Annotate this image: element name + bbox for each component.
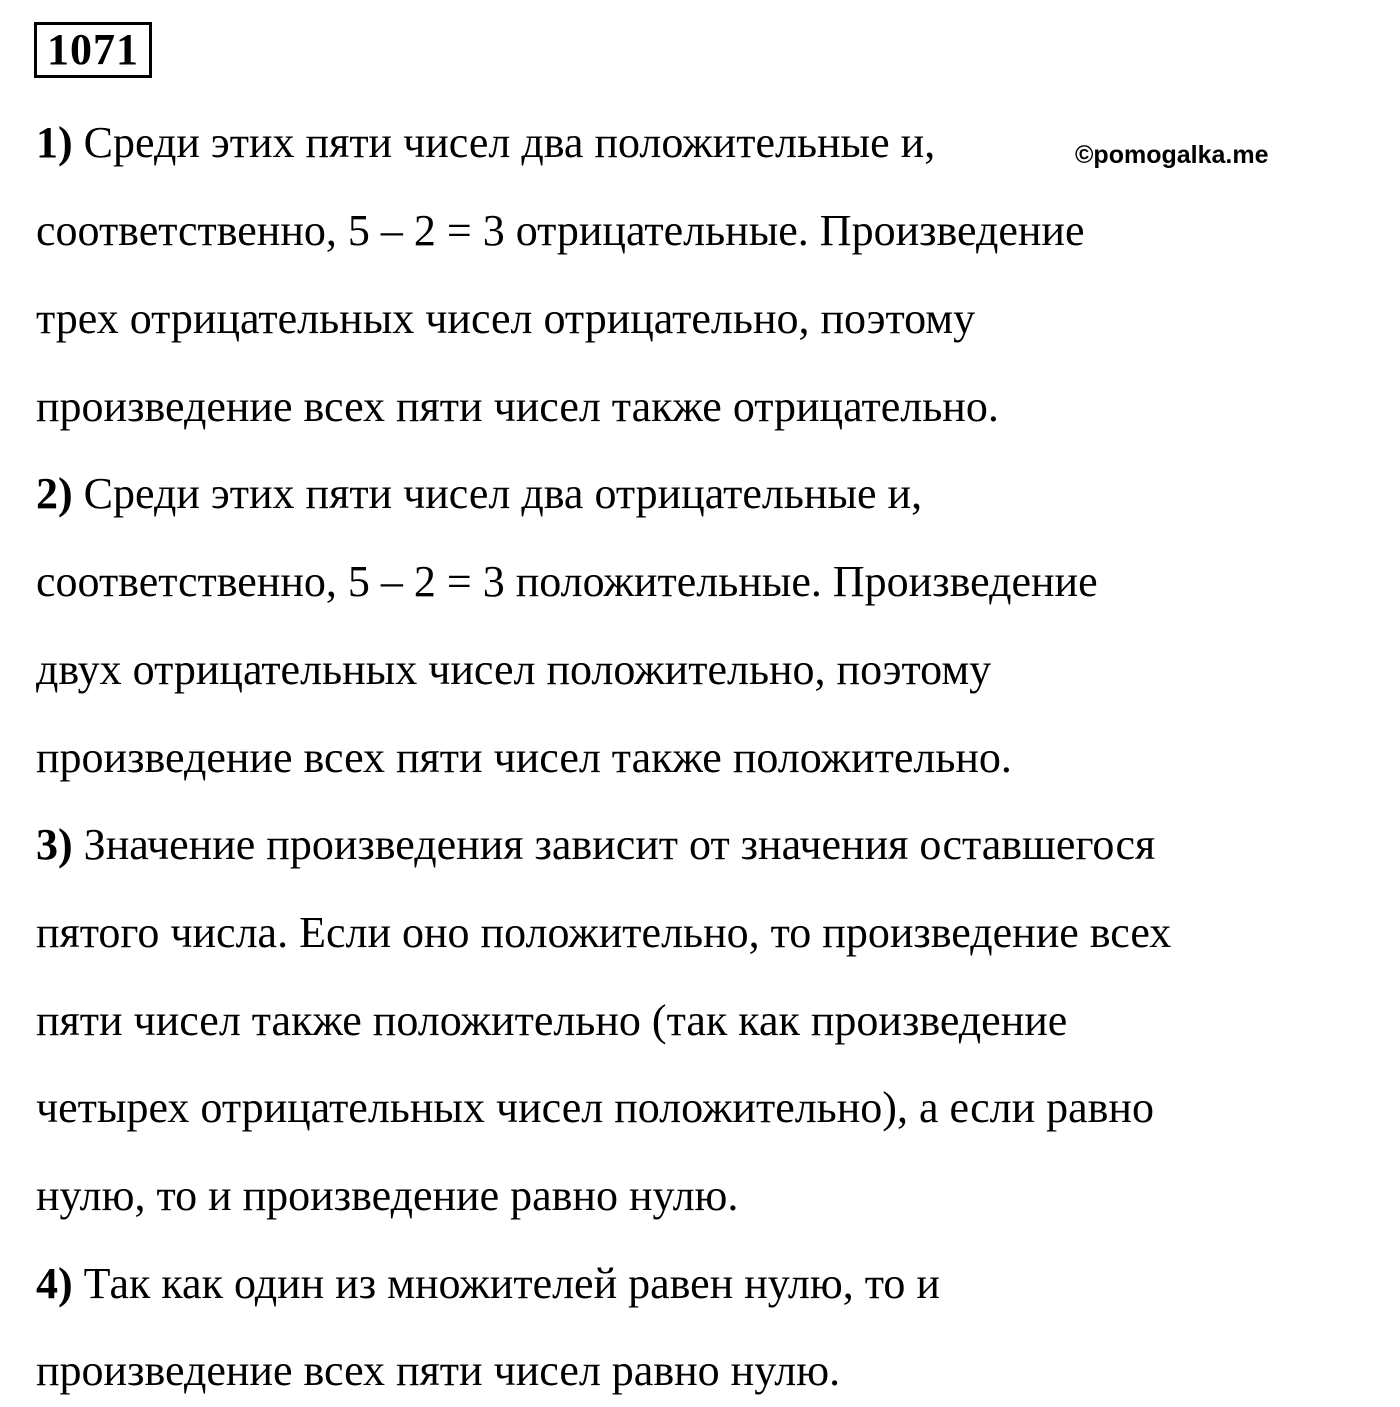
item-1-text-1: Среди этих пяти чисел два положительные и, bbox=[83, 118, 936, 167]
item-2-number: 2) bbox=[36, 469, 73, 518]
item-3-line-3: пяти чисел также положительно (так как произведение bbox=[36, 996, 1068, 1045]
item-4-line-1 bbox=[36, 1259, 940, 1309]
item-2-line-2: соответственно, 5 – 2 = 3 положительные. Произведение bbox=[36, 557, 1098, 606]
item-3-line-2: пятого числа. Если оно положительно, то произведение всех bbox=[36, 908, 1172, 957]
problem-number-box: 1071 bbox=[34, 22, 152, 78]
item-3-text-1: Значение произведения зависит от значения оставшегося bbox=[83, 820, 1156, 869]
item-1-line-4: произведение всех пяти чисел также отрицательно. bbox=[36, 382, 999, 431]
item-2-line-4: произведение всех пяти чисел также положительно. bbox=[36, 733, 1012, 782]
item-1-line-2: соответственно, 5 – 2 = 3 отрицательные. Произведение bbox=[36, 206, 1085, 255]
watermark: ©pomogalka.me bbox=[1075, 141, 1269, 169]
item-2-line-3: двух отрицательных чисел положительно, поэтому bbox=[36, 645, 992, 694]
item-4-number: 4) bbox=[36, 1259, 73, 1308]
item-1-line-1 bbox=[36, 118, 935, 168]
item-2-line-1 bbox=[36, 469, 922, 519]
item-3-line-4: четырех отрицательных чисел положительно), а если равно bbox=[36, 1083, 1154, 1132]
item-4-line-2: произведение всех пяти чисел равно нулю. bbox=[36, 1346, 841, 1395]
item-1-number: 1) bbox=[36, 118, 73, 167]
item-2-text-1: Среди этих пяти чисел два отрицательные и, bbox=[83, 469, 923, 518]
item-4-text-1: Так как один из множителей равен нулю, то и bbox=[83, 1259, 940, 1308]
item-1-line-3: трех отрицательных чисел отрицательно, поэтому bbox=[36, 294, 976, 343]
item-3-line-1 bbox=[36, 820, 1155, 870]
item-3-line-5: нулю, то и произведение равно нулю. bbox=[36, 1171, 739, 1220]
item-3-number: 3) bbox=[36, 820, 73, 869]
